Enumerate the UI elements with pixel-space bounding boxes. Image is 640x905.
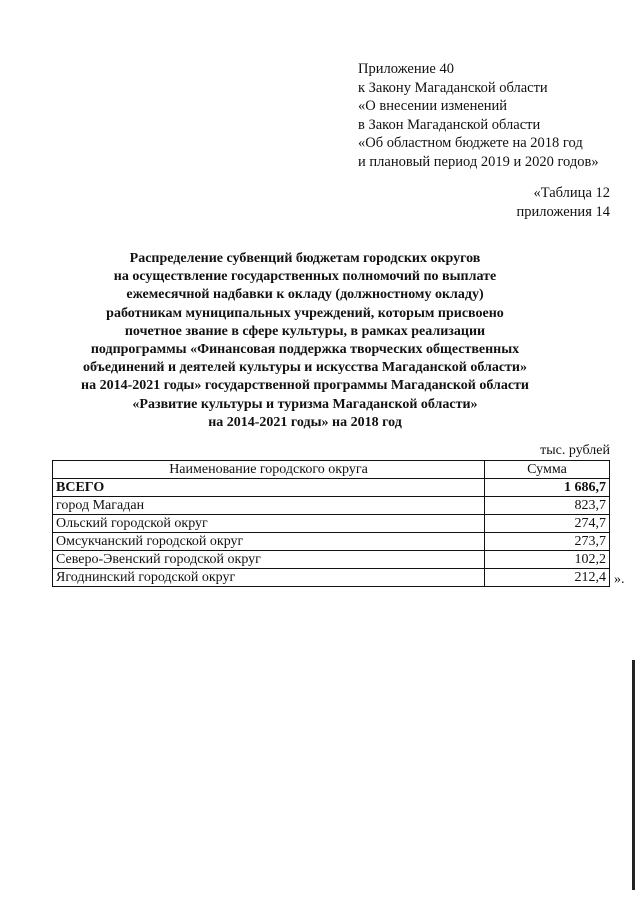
subsidy-table bbox=[52, 460, 610, 587]
total-label: ВСЕГО bbox=[53, 479, 485, 497]
district-name: Омсукчанский городской округ bbox=[53, 533, 485, 551]
table-row-total bbox=[53, 479, 610, 497]
district-amount: 823,7 bbox=[485, 497, 610, 515]
district-name: Ольский городской округ bbox=[53, 515, 485, 533]
district-amount: 274,7 bbox=[485, 515, 610, 533]
table-reference bbox=[517, 184, 610, 221]
scan-edge-mark bbox=[632, 660, 635, 890]
appendix-line: и плановый период 2019 и 2020 годов» bbox=[358, 153, 599, 170]
title-line: подпрограммы «Финансовая поддержка творческих общественных bbox=[90, 342, 520, 358]
table-ref-line: приложения 14 bbox=[516, 203, 610, 220]
title-line: на осуществление государственных полномочий по выплате bbox=[113, 269, 497, 285]
district-name: Северо-Эвенский городской округ bbox=[53, 551, 485, 569]
title-line: ежемесячной надбавки к окладу (должностному окладу) bbox=[126, 287, 484, 303]
district-name: Ягоднинский городской округ bbox=[53, 569, 485, 587]
title-line: работникам муниципальных учреждений, которым присвоено bbox=[106, 305, 504, 321]
table-ref-line: «Таблица 12 bbox=[533, 185, 610, 201]
appendix-reference bbox=[358, 60, 599, 171]
appendix-line: в Закон Магаданской области bbox=[358, 116, 541, 133]
appendix-line: «О внесении изменений bbox=[358, 98, 508, 114]
title-line: «Развитие культуры и туризма Магаданской области» bbox=[132, 396, 478, 412]
district-name: город Магадан bbox=[53, 497, 485, 515]
total-value: 1 686,7 bbox=[485, 479, 610, 497]
table-row bbox=[53, 569, 610, 587]
appendix-line: Приложение 40 bbox=[358, 61, 454, 77]
title-line: объединений и деятелей культуры и искусства Магаданской области» bbox=[83, 360, 527, 376]
units-label: тыс. рублей bbox=[540, 443, 610, 458]
table-row bbox=[53, 533, 610, 551]
header-district-name: Наименование городского округа bbox=[53, 461, 485, 479]
appendix-line: «Об областном бюджете на 2018 год bbox=[358, 135, 583, 151]
title-line: на 2014-2021 годы» государственной программы Магаданской области bbox=[81, 378, 529, 394]
closing-quote: ». bbox=[614, 572, 625, 587]
appendix-line: к Закону Магаданской области bbox=[358, 79, 548, 96]
header-amount: Сумма bbox=[485, 461, 610, 479]
table-row bbox=[53, 515, 610, 533]
title-line: почетное звание в сфере культуры, в рамках реализации bbox=[124, 323, 486, 339]
district-amount: 102,2 bbox=[485, 551, 610, 569]
title-line: на 2014-2021 годы» на 2018 год bbox=[208, 414, 402, 430]
table-row bbox=[53, 551, 610, 569]
title-line: Распределение субвенций бюджетам городских округов bbox=[129, 251, 481, 266]
table-row bbox=[53, 497, 610, 515]
district-amount: 273,7 bbox=[485, 533, 610, 551]
document-title bbox=[40, 250, 570, 432]
table-header-row bbox=[53, 461, 610, 479]
district-amount: 212,4 bbox=[485, 569, 610, 587]
